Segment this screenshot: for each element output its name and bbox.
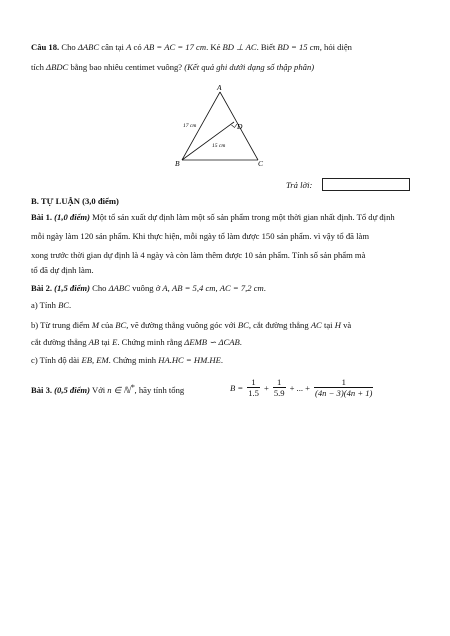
bai1-points: (1,0 điểm) [54, 212, 90, 222]
answer-label: Trả lời: [286, 180, 313, 190]
bai2-math: A [162, 283, 168, 293]
ellipsis: + ... + [289, 383, 310, 393]
q18-text: , hỏi diện [319, 42, 352, 52]
bai2-text: , cắt đường thẳng [248, 320, 309, 330]
bai1-text: sản phẩm. vì vậy tổ đã làm [276, 231, 370, 241]
q18-line-2 [31, 62, 314, 73]
bai2-math: ΔEMB ∽ ΔCAB [184, 337, 240, 347]
fraction-1: $\frac{1}{1.5}$ [248, 376, 259, 398]
q18-math-triangle: ΔABC [77, 42, 100, 52]
vertex-b-label: B [175, 159, 180, 168]
bai3-text: , hãy tính tổng [134, 385, 185, 395]
q18-math-bd: BD = 15 cm [277, 42, 320, 52]
bai2-math: AB = 5,4 cm [171, 283, 216, 293]
equation-lhs: B = [230, 383, 244, 393]
q18-math-vertex: A [126, 42, 132, 52]
bai2-points: (1,5 điểm) [54, 283, 90, 293]
q18-text: . Kẻ [206, 42, 221, 52]
q18-text: cân tại [101, 42, 124, 52]
bai2-label: Bài 2. [31, 283, 53, 293]
bai1-line-4 [31, 265, 94, 276]
q18-text: Cho [61, 42, 76, 52]
bai1-line-3 [31, 250, 365, 261]
section-b-title: B. TỰ LUẬN (3,0 điểm) [31, 196, 119, 206]
bai2-line-1: Bài 2. (1,5 điểm) Cho ΔABC vuông ở A, AB = 5,4 cm, AC = 7,2 cm. [31, 283, 266, 293]
bai3-math: n ∈ ℕ [107, 385, 131, 395]
bai3-math-sup: * [130, 382, 135, 392]
bai2-math: ΔABC [108, 283, 130, 293]
q18-text: bằng bao nhiêu centimet vuông? [70, 62, 183, 72]
bai2-text: của [101, 320, 114, 330]
bai3-points: (0,5 điểm) [54, 385, 90, 395]
fraction-3: $\frac{1}{(4n - 3)(4n + 1)}$ [315, 376, 373, 398]
q18-text: tích [31, 62, 44, 72]
vertex-d-label: D [237, 122, 243, 131]
ab-length-label: 17 cm [183, 123, 197, 129]
bai1-text: sản phẩm. Tính số sản phẩm mà [255, 250, 366, 260]
bai2-c: c) Tính độ dài EB, EM. Chứng minh HA.HC = HM.HE. [31, 355, 223, 365]
answer-input[interactable] [322, 178, 410, 191]
bai1-number: 120 [80, 231, 94, 241]
bai2-math: AC [310, 320, 322, 330]
bai2-text: a) Tính [31, 300, 56, 310]
bai1-text: tổ đã dự định làm. [31, 265, 94, 275]
bai2-text: tại [323, 320, 333, 330]
bai2-text: và [343, 320, 352, 330]
bai1-text: sản phẩm. Khi thực hiện, mỗi ngày tổ làm được [95, 231, 260, 241]
bd-length-label: 15 cm [212, 143, 226, 149]
vertex-a-label: A [217, 83, 222, 92]
triangle-figure [0, 80, 450, 190]
q18-text: có [133, 42, 142, 52]
q18-hint: (Kết quả ghi dưới dạng số thập phân) [184, 62, 315, 72]
bai2-math: BC [237, 320, 249, 330]
bai2-text: Cho [92, 283, 107, 293]
bai2-text: , vẽ đường thẳng vuông góc với [126, 320, 236, 330]
q18-math-bdc: ΔBDC [46, 62, 69, 72]
bai3-equation [230, 372, 373, 403]
bai3-text: Với [91, 385, 106, 395]
bai2-text: b) Từ trung điểm [31, 320, 90, 330]
bai2-text: . Chứng minh [108, 355, 157, 365]
q18-math-sides: AB = AC = 17 cm [143, 42, 207, 52]
bai3-line [31, 382, 185, 396]
bai1-text: Một tổ sản xuất dự định làm một số sản phẩm trong một thời gian nhất định. Tổ dự định [92, 212, 395, 222]
bai1-number: 10 [244, 250, 253, 260]
bai2-math: AC = 7,2 cm [219, 283, 264, 293]
bai3-label: Bài 3. [31, 385, 53, 395]
bai2-math: HA.HC = HM.HE [158, 355, 221, 365]
bai2-b-line-2: cắt đường thẳng AB tại E. Chứng minh rằng ΔEMB ∽ ΔCAB. [31, 337, 242, 347]
bai2-math: BC [58, 300, 70, 310]
bai1-text: xong trước thời gian dự định là [31, 250, 139, 260]
bai2-math: E [112, 337, 118, 347]
bai1-label: Bài 1. [31, 212, 53, 222]
bai2-text: cắt đường thẳng [31, 337, 87, 347]
bai1-number: 4 [140, 250, 145, 260]
bai2-text: tại [101, 337, 110, 347]
bai2-math: H [334, 320, 341, 330]
q18-text: . Biết [256, 42, 276, 52]
bai1-text: mỗi ngày làm [31, 231, 79, 241]
bai2-text: . Chứng minh rằng [117, 337, 183, 347]
bai2-math: AB [88, 337, 100, 347]
bai2-math: M [91, 320, 100, 330]
bai2-text: vuông ở [132, 283, 161, 293]
bai2-text: c) Tính độ dài [31, 355, 80, 365]
q18-label: Câu 18. [31, 42, 60, 52]
fraction-2: $\frac{1}{5.9}$ [273, 376, 285, 398]
bai2-b-line-1 [31, 320, 351, 331]
bai1-number: 150 [261, 231, 275, 241]
bai2-a: a) Tính BC. [31, 300, 72, 310]
q18-line-1 [31, 42, 352, 53]
bai1-line-2 [31, 231, 369, 242]
bai2-math: EB, EM [81, 355, 109, 365]
plus-sign: + [263, 383, 269, 393]
bai1-text: ngày và còn làm thêm được [146, 250, 243, 260]
bai2-math: BC [115, 320, 127, 330]
bai1-line-1 [31, 212, 395, 223]
q18-math-perp: BD ⊥ AC [222, 42, 257, 52]
vertex-c-label: C [258, 159, 264, 168]
